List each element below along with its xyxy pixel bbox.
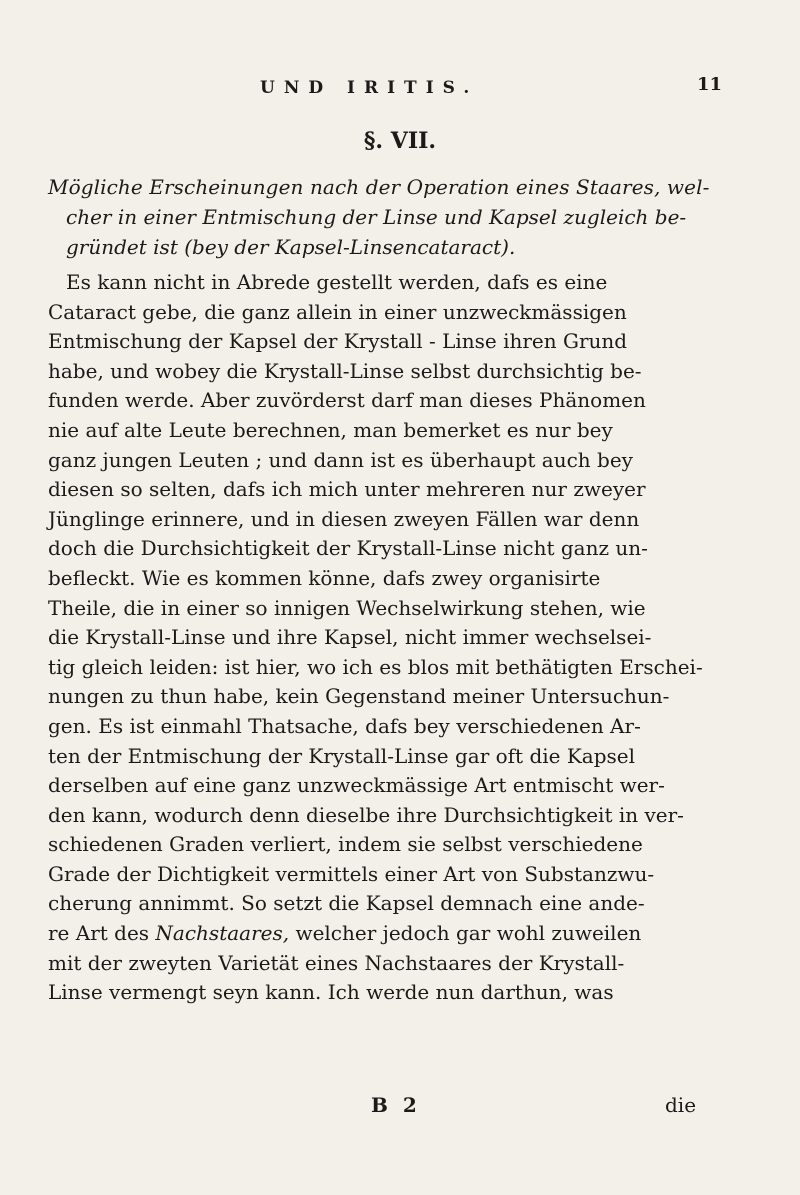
text-line: nungen zu thun habe, kein Gegenstand meiner Untersuchun-: [48, 684, 670, 709]
text-line: Grade der Dichtigkeit vermittels einer Art von Substanzwu-: [48, 861, 655, 886]
catchword: die: [665, 1093, 697, 1117]
section-number: §. VII.: [363, 128, 437, 154]
text-line: ganz jungen Leuten ; und dann ist es überhaupt auch bey: [48, 447, 633, 472]
heading-line: gründet ist (bey der Kapsel-Linsencataract).: [66, 235, 516, 259]
text-line: Es kann nicht in Abrede gestellt werden, dafs es eine: [66, 270, 608, 294]
text-line: habe, und wobey die Krystall-Linse selbst durchsichtig be-: [48, 358, 642, 383]
text-line: befleckt. Wie es kommen könne, dafs zwey organisirte: [48, 565, 601, 590]
text-line: die Krystall-Linse und ihre Kapsel, nicht immer wechselsei-: [48, 625, 652, 650]
text-line: Cataract gebe, die ganz allein in einer unzweckmässigen: [48, 299, 627, 324]
text-line: diesen so selten, dafs ich mich unter mehreren nur zweyer: [48, 477, 646, 502]
italic-term: Nachstaares,: [155, 921, 290, 946]
text-line: schiedenen Graden verliert, indem sie selbst verschiedene: [48, 832, 643, 857]
text-line: nie auf alte Leute berechnen, man bemerket es nur bey: [48, 417, 613, 442]
section-heading: [48, 172, 728, 262]
text-line: Theile, die in einer so innigen Wechselwirkung stehen, wie: [48, 595, 646, 620]
running-head: [0, 74, 800, 104]
text-line: ten der Entmischung der Krystall-Linse gar oft die Kapsel: [48, 743, 636, 768]
text-line: derselben auf eine ganz unzweckmässige Art entmischt wer-: [48, 773, 665, 798]
text-line: gen. Es ist einmahl Thatsache, dafs bey verschiedenen Ar-: [48, 713, 641, 738]
text-line: mit der zweyten Varietät eines Nachstaares der Krystall-: [48, 950, 625, 975]
signature-mark: B 2: [371, 1093, 421, 1117]
text-line: funden werde. Aber zuvörderst darf man dieses Phänomen: [48, 388, 646, 413]
catchline: [0, 1093, 800, 1123]
text-span: welcher jedoch gar wohl zuweilen: [295, 921, 642, 946]
heading-line: Mögliche Erscheinungen nach der Operation eines Staares, wel-: [48, 175, 710, 199]
text-span: re Art des: [48, 921, 150, 946]
heading-line: cher in einer Entmischung der Linse und Kapsel zugleich be-: [66, 205, 687, 229]
text-line: Linse vermengt seyn kann. Ich werde nun darthun, was: [48, 980, 614, 1005]
text-line: tig gleich leiden: ist hier, wo ich es blos mit bethätigten Erschei-: [48, 654, 703, 679]
text-line: doch die Durchsichtigkeit der Krystall-Linse nicht ganz un-: [48, 536, 648, 561]
text-line: Entmischung der Kapsel der Krystall - Linse ihren Grund: [48, 329, 628, 354]
text-line: den kann, wodurch denn dieselbe ihre Durchsichtigkeit in ver-: [48, 802, 684, 827]
text-line: cherung annimmt. So setzt die Kapsel demnach eine ande-: [48, 891, 645, 916]
text-line: [48, 919, 720, 949]
body-paragraph: [48, 268, 720, 1008]
page-number: 11: [697, 74, 723, 95]
running-title: UND IRITIS.: [260, 78, 479, 98]
text-line: Jünglinge erinnere, und in diesen zweyen Fällen war denn: [48, 506, 640, 531]
